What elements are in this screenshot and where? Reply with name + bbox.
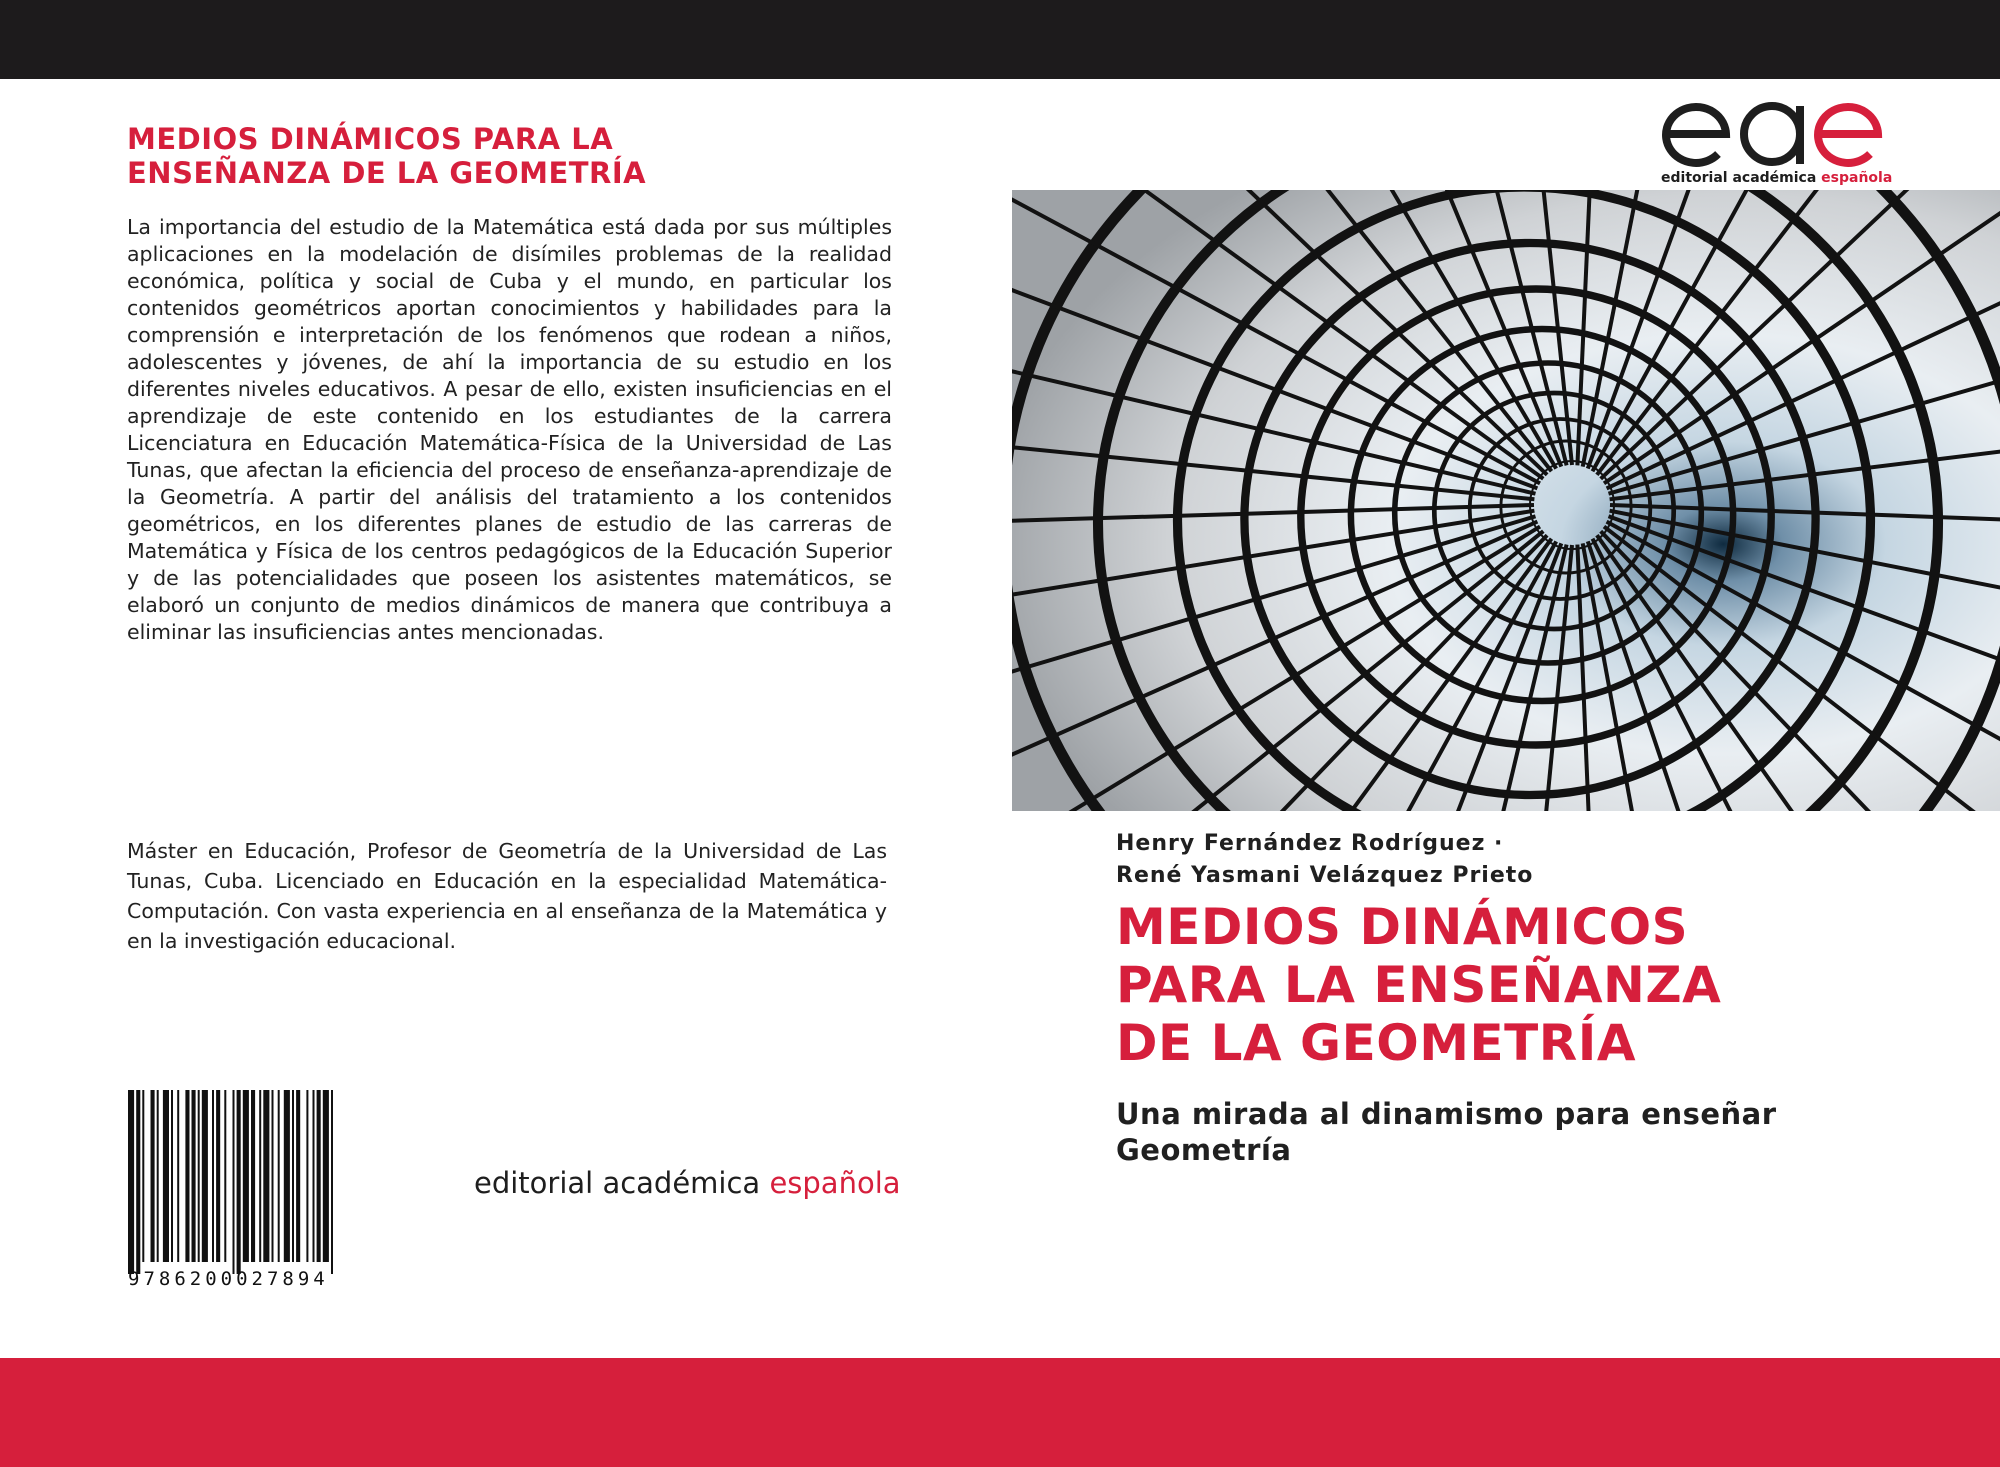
back-title-line-1: MEDIOS DINÁMICOS PARA LA [127,122,614,156]
back-title-line-2: ENSEÑANZA DE LA GEOMETRÍA [127,156,647,190]
barcode-bar [163,1090,169,1262]
bottom-band [0,1358,2000,1467]
tunnel-illustration [1012,190,2000,811]
barcode-bar [192,1090,196,1262]
barcode-bar [198,1090,200,1262]
barcode-bar [142,1090,144,1262]
barcode-bar [263,1090,269,1262]
author-bio: Máster en Educación, Profesor de Geometría de la Universidad de Las Tunas, Cuba. Licenciado en Educación en la especialidad Matemática-Computación. Con vasta experiencia en al enseñanza de la Matemática y en la investigación educacional. [127,839,887,953]
barcode-bar [212,1090,214,1262]
barcode-bar [251,1090,255,1262]
front-title-line-2: PARA LA ENSEÑANZA [1116,956,1722,1014]
barcode-bar [202,1090,208,1262]
logo-accent-text: española [1821,170,1893,186]
barcode-bar [224,1090,226,1262]
publisher-name-back [474,1166,901,1200]
top-band [0,0,2000,79]
eae-logo-mark [1660,94,1885,168]
barcode-bar [313,1090,315,1262]
barcode-bar [259,1090,261,1262]
barcode-bars [128,1090,460,1274]
front-cover-title [1116,898,1976,1072]
barcode-bar [185,1090,189,1262]
isbn-barcode [128,1090,460,1290]
barcode-bar [171,1090,173,1262]
barcode-bar [136,1090,140,1274]
barcode-bar [177,1090,179,1262]
barcode-bar [306,1090,308,1262]
barcode-bar [151,1090,155,1262]
back-cover-title [127,122,927,190]
barcode-bar [278,1090,280,1262]
barcode-bar [292,1090,294,1262]
logo-caption [1661,170,1892,186]
barcode-bar [331,1090,333,1274]
barcode-bar [233,1090,235,1274]
barcode-bar [323,1090,329,1262]
barcode-bar [317,1090,321,1262]
book-subtitle: Una mirada al dinamismo para enseñar Geometría [1116,1097,1777,1167]
publisher-main-text: editorial académica [474,1166,770,1200]
front-title-line-1: MEDIOS DINÁMICOS [1116,898,1689,956]
isbn-digits: 9786200027894 [128,1268,329,1290]
author-names [1116,828,1533,892]
author-1: Henry Fernández Rodríguez · [1116,831,1504,856]
author-2: René Yasmani Velázquez Prieto [1116,863,1534,888]
front-title-line-3: DE LA GEOMETRÍA [1116,1014,1637,1072]
barcode-bar [128,1090,134,1274]
book-blurb: La importancia del estudio de la Matemática está dada por sus múltiples aplicaciones en la modelación de disímiles problemas de la realidad económica, política y social de Cuba y el mundo, en particular los contenidos geométricos aportan conocimientos y habilidades para la comprensión e interpretación de los fenómenos que rodean a niños, adolescentes y jóvenes, de ahí la importancia de su estudio en los diferentes niveles educativos. A pesar de ello, existen insuficiencias en el aprendizaje de este contenido en los estudiantes de la carrera Licenciatura en Educación Matemática-Física de la Universidad de Las Tunas, que afectan la eficiencia del proceso de enseñanza-aprendizaje de la Geometría. A partir del análisis del tratamiento a los contenidos geométricos, en los diferentes planes de estudio de las carreras de Matemática y Física de los centros pedagógicos de la Educación Superior y de las potencialidades que poseen los asistentes matemáticos, se elaboró un conjunto de medios dinámicos de manera que contribuya a eliminar las insuficiencias antes mencionadas. [127,215,892,644]
barcode-bar [296,1090,300,1262]
barcode-bar [272,1090,274,1262]
cover-image-tunnel [1012,190,2000,811]
barcode-bar [243,1090,249,1262]
logo-main-text: editorial académica [1661,170,1822,186]
barcode-bar [157,1090,159,1262]
barcode-bar [216,1090,220,1262]
barcode-bar [237,1090,241,1274]
publisher-accent-text: española [769,1166,901,1200]
barcode-bar [284,1090,290,1262]
